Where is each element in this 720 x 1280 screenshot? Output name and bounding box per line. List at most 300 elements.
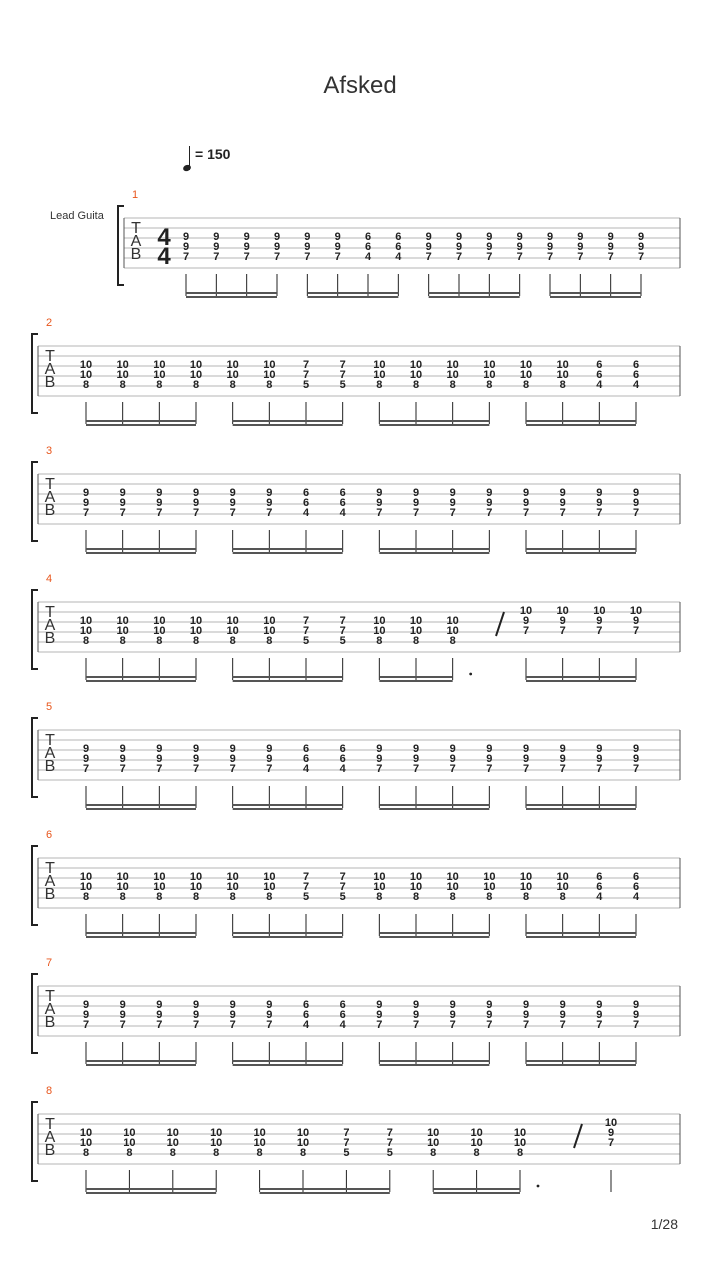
fret-number: 6: [596, 359, 603, 371]
tab-clef-letter: T: [45, 476, 55, 493]
tab-clef-letter: B: [44, 1014, 56, 1031]
tab-clef-letter: B: [44, 502, 56, 519]
fret-number: 8: [82, 1147, 90, 1159]
fret-number: 9: [522, 1009, 530, 1021]
fret-number: 7: [182, 251, 190, 263]
system-bracket: [32, 590, 38, 669]
fret-number: 10: [79, 1127, 93, 1139]
fret-number: 7: [607, 1137, 615, 1149]
fret-number: 9: [229, 743, 236, 755]
measure-number: 1: [132, 189, 139, 201]
fret-number: 8: [156, 379, 163, 391]
fret-number: 9: [192, 497, 200, 509]
fret-number: 10: [189, 881, 203, 893]
fret-number: 7: [425, 251, 432, 263]
fret-number: 10: [446, 615, 459, 627]
fret-number: 7: [596, 1019, 603, 1031]
system-bracket: [32, 718, 38, 797]
fret-number: 10: [116, 359, 129, 371]
fret-number: 9: [486, 231, 493, 243]
fret-number: 8: [213, 1147, 220, 1159]
fret-number: 6: [302, 1009, 310, 1021]
fret-number: 10: [629, 605, 643, 617]
fret-number: 10: [446, 625, 459, 637]
fret-number: 7: [632, 763, 640, 775]
beam: [233, 936, 343, 938]
fret-number: 10: [296, 1137, 310, 1149]
tab-clef-letter: A: [44, 361, 56, 378]
beam: [379, 676, 452, 678]
fret-number: 10: [519, 871, 533, 883]
fret-number: 7: [522, 1019, 530, 1031]
fret-number: 9: [156, 487, 163, 499]
fret-number: 7: [486, 251, 493, 263]
fret-number: 7: [412, 1019, 420, 1031]
fret-number: 10: [123, 1127, 136, 1139]
fret-number: 9: [577, 241, 584, 253]
fret-number: 10: [79, 881, 93, 893]
tab-clef-letter: B: [44, 1142, 56, 1159]
fret-number: 9: [376, 487, 383, 499]
fret-number: 9: [119, 1009, 126, 1021]
fret-number: 9: [522, 615, 530, 627]
beam: [86, 424, 196, 426]
beam: [260, 1188, 390, 1190]
track-label: Lead Guita: [50, 210, 104, 222]
fret-number: 7: [596, 507, 603, 519]
fret-number: 4: [596, 891, 603, 903]
fret-number: 8: [82, 379, 90, 391]
fret-number: 7: [229, 1019, 236, 1031]
fret-number: 4: [339, 763, 346, 775]
fret-number: 7: [82, 1019, 90, 1031]
fret-number: 10: [556, 369, 569, 381]
tab-clef-letter: T: [45, 604, 55, 621]
fret-number: 9: [192, 743, 200, 755]
fret-number: 6: [339, 743, 346, 755]
fret-number: 9: [425, 241, 432, 253]
fret-number: 8: [486, 379, 493, 391]
system-bracket: [32, 334, 38, 413]
fret-number: 10: [427, 1137, 440, 1149]
beam: [526, 680, 636, 682]
fret-number: 9: [486, 241, 493, 253]
fret-number: 10: [483, 369, 496, 381]
fret-number: 10: [79, 625, 93, 637]
fret-number: 7: [596, 763, 603, 775]
fret-number: 5: [302, 379, 310, 391]
measure-number: 3: [46, 445, 53, 457]
fret-number: 7: [522, 763, 530, 775]
fret-number: 10: [409, 369, 423, 381]
fret-number: 8: [559, 379, 566, 391]
beam: [379, 552, 489, 554]
measure-number: 6: [46, 829, 53, 841]
fret-number: 9: [449, 999, 456, 1011]
beam: [379, 936, 489, 938]
fret-number: 10: [427, 1127, 440, 1139]
measure-number: 2: [46, 317, 53, 329]
beam: [526, 676, 636, 678]
beam: [379, 1064, 489, 1066]
fret-number: 8: [156, 891, 163, 903]
fret-number: 9: [119, 753, 126, 765]
fret-number: 10: [263, 625, 276, 637]
tab-clef-letter: B: [44, 630, 56, 647]
fret-number: 9: [334, 241, 341, 253]
fret-number: 9: [412, 743, 420, 755]
beam: [86, 1064, 196, 1066]
fret-number: 9: [119, 999, 126, 1011]
beam: [186, 292, 277, 294]
beam: [379, 420, 489, 422]
fret-number: 10: [166, 1127, 179, 1139]
time-signature-top: 4: [157, 224, 171, 251]
beam: [526, 1064, 636, 1066]
beam: [233, 1064, 343, 1066]
fret-number: 9: [637, 231, 645, 243]
tab-clef-letter: T: [45, 860, 55, 877]
measure-number: 5: [46, 701, 53, 713]
fret-number: 9: [412, 999, 420, 1011]
fret-number: 8: [229, 891, 236, 903]
fret-number: 6: [302, 753, 310, 765]
system-bracket: [32, 1102, 38, 1181]
fret-number: 6: [596, 871, 603, 883]
fret-number: 10: [373, 625, 386, 637]
dot: [537, 1185, 540, 1188]
fret-number: 7: [334, 251, 341, 263]
fret-number: 7: [192, 1019, 200, 1031]
fret-number: 8: [449, 891, 456, 903]
beam: [233, 1060, 343, 1062]
fret-number: 10: [153, 615, 166, 627]
fret-number: 7: [449, 507, 456, 519]
fret-number: 8: [156, 635, 163, 647]
fret-number: 9: [266, 743, 273, 755]
fret-number: 7: [302, 615, 310, 627]
fret-number: 7: [266, 1019, 273, 1031]
beam: [233, 808, 343, 810]
fret-number: 9: [304, 241, 311, 253]
fret-number: 9: [486, 1009, 493, 1021]
fret-number: 9: [82, 1009, 90, 1021]
fret-number: 6: [596, 369, 603, 381]
beam: [86, 1192, 216, 1194]
fret-number: 7: [302, 871, 310, 883]
beam: [433, 1188, 520, 1190]
fret-number: 9: [82, 999, 90, 1011]
beam: [86, 420, 196, 422]
fret-number: 9: [516, 241, 523, 253]
beam: [526, 804, 636, 806]
fret-number: 8: [126, 1147, 133, 1159]
fret-number: 9: [596, 487, 603, 499]
beam: [86, 932, 196, 934]
tab-clef-letter: T: [45, 1116, 55, 1133]
fret-number: 9: [449, 497, 456, 509]
fret-number: 8: [486, 891, 493, 903]
fret-number: 9: [632, 743, 640, 755]
tab-clef-letter: A: [130, 233, 142, 250]
fret-number: 6: [632, 871, 640, 883]
beam: [526, 936, 636, 938]
fret-number: 7: [82, 763, 90, 775]
fret-number: 9: [213, 231, 220, 243]
beam: [86, 804, 196, 806]
fret-number: 10: [373, 871, 386, 883]
fret-number: 10: [556, 359, 569, 371]
beam: [233, 804, 343, 806]
beam: [550, 292, 641, 294]
beam: [526, 808, 636, 810]
fret-number: 10: [153, 625, 166, 637]
tab-clef-letter: T: [131, 220, 141, 237]
system-bracket: [118, 206, 124, 285]
fret-number: 9: [632, 753, 640, 765]
fret-number: 7: [266, 507, 273, 519]
fret-number: 10: [519, 359, 533, 371]
fret-number: 9: [304, 231, 311, 243]
fret-number: 6: [339, 487, 346, 499]
fret-number: 10: [263, 615, 276, 627]
tab-clef-letter: B: [44, 758, 56, 775]
fret-number: 9: [119, 487, 126, 499]
fret-number: 9: [192, 753, 200, 765]
fret-number: 8: [376, 891, 383, 903]
fret-number: 7: [119, 1019, 126, 1031]
fret-number: 10: [226, 881, 239, 893]
fret-number: 9: [192, 1009, 200, 1021]
fret-number: 10: [513, 1137, 527, 1149]
fret-number: 7: [339, 615, 346, 627]
fret-number: 10: [446, 881, 459, 893]
fret-number: 7: [522, 507, 530, 519]
beam: [526, 548, 636, 550]
fret-number: 10: [263, 359, 276, 371]
fret-number: 10: [373, 881, 386, 893]
fret-number: 7: [266, 763, 273, 775]
fret-number: 7: [376, 507, 383, 519]
fret-number: 7: [304, 251, 311, 263]
measure-number: 7: [46, 957, 53, 969]
fret-number: 7: [632, 1019, 640, 1031]
fret-number: 10: [79, 369, 93, 381]
fret-number: 9: [243, 241, 250, 253]
fret-number: 8: [376, 379, 383, 391]
fret-number: 9: [632, 999, 640, 1011]
beam: [260, 1192, 390, 1194]
fret-number: 9: [559, 487, 566, 499]
fret-number: 10: [263, 881, 276, 893]
fret-number: 8: [266, 379, 273, 391]
fret-number: 9: [376, 743, 383, 755]
fret-number: 9: [577, 231, 584, 243]
fret-number: 9: [82, 743, 90, 755]
fret-number: 7: [607, 251, 614, 263]
fret-number: 10: [253, 1127, 266, 1139]
beam: [379, 804, 489, 806]
fret-number: 7: [156, 763, 163, 775]
fret-number: 8: [169, 1147, 176, 1159]
beam: [186, 296, 277, 298]
beam: [86, 936, 196, 938]
fret-number: 10: [373, 615, 386, 627]
fret-number: 7: [243, 251, 250, 263]
fret-number: 9: [596, 1009, 603, 1021]
fret-number: 10: [409, 359, 423, 371]
fret-number: 7: [412, 507, 420, 519]
fret-number: 9: [486, 743, 493, 755]
fret-number: 9: [596, 753, 603, 765]
fret-number: 7: [386, 1127, 393, 1139]
fret-number: 9: [82, 487, 90, 499]
fret-number: 5: [339, 635, 346, 647]
fret-number: 7: [486, 763, 493, 775]
fret-number: 10: [153, 881, 166, 893]
fret-number: 8: [412, 379, 420, 391]
beam: [233, 420, 343, 422]
fret-number: 9: [156, 497, 163, 509]
fret-number: 10: [166, 1137, 179, 1149]
beam: [307, 292, 398, 294]
fret-number: 9: [596, 615, 603, 627]
fret-number: 10: [189, 871, 203, 883]
fret-number: 7: [376, 763, 383, 775]
fret-number: 10: [483, 359, 496, 371]
fret-number: 7: [119, 507, 126, 519]
fret-number: 6: [302, 743, 310, 755]
fret-number: 7: [302, 625, 310, 637]
fret-number: 10: [470, 1127, 483, 1139]
fret-number: 4: [596, 379, 603, 391]
fret-number: 9: [182, 241, 190, 253]
tab-clef-letter: A: [44, 1001, 56, 1018]
fret-number: 9: [449, 1009, 456, 1021]
fret-number: 10: [373, 369, 386, 381]
fret-number: 9: [229, 753, 236, 765]
fret-number: 10: [116, 625, 129, 637]
fret-number: 5: [386, 1147, 393, 1159]
tab-clef-letter: T: [45, 732, 55, 749]
fret-number: 9: [213, 241, 220, 253]
fret-number: 9: [486, 753, 493, 765]
fret-number: 9: [486, 999, 493, 1011]
tab-clef-letter: A: [44, 617, 56, 634]
fret-number: 10: [79, 615, 93, 627]
fret-number: 9: [486, 487, 493, 499]
fret-number: 9: [559, 1009, 566, 1021]
tab-clef-letter: A: [44, 489, 56, 506]
fret-number: 10: [226, 359, 239, 371]
measure-number: 8: [46, 1085, 53, 1097]
fret-number: 5: [343, 1147, 350, 1159]
fret-number: 9: [449, 743, 456, 755]
fret-number: 5: [302, 635, 310, 647]
fret-number: 9: [229, 487, 236, 499]
fret-number: 10: [189, 625, 203, 637]
beam: [550, 296, 641, 298]
fret-number: 9: [266, 1009, 273, 1021]
fret-number: 7: [546, 251, 554, 263]
fret-number: 8: [192, 635, 200, 647]
fret-number: 8: [119, 379, 126, 391]
fret-number: 7: [339, 871, 346, 883]
beam: [86, 1060, 196, 1062]
fret-number: 7: [449, 1019, 456, 1031]
fret-number: 8: [522, 891, 530, 903]
beam: [526, 932, 636, 934]
fret-number: 7: [302, 881, 310, 893]
fret-number: 9: [607, 241, 614, 253]
fret-number: 7: [559, 625, 566, 637]
tempo-label: = 150: [195, 146, 231, 162]
fret-number: 8: [192, 891, 200, 903]
system-bracket: [32, 462, 38, 541]
fret-number: 9: [632, 1009, 640, 1021]
fret-number: 8: [559, 891, 566, 903]
beam: [233, 552, 343, 554]
fret-number: 8: [266, 891, 273, 903]
fret-number: 9: [156, 753, 163, 765]
fret-number: 10: [253, 1137, 266, 1149]
fret-number: 8: [516, 1147, 524, 1159]
fret-number: 10: [470, 1137, 483, 1149]
fret-number: 9: [376, 753, 383, 765]
fret-number: 9: [522, 497, 530, 509]
fret-number: 9: [522, 999, 530, 1011]
fret-number: 10: [409, 871, 423, 883]
fret-number: 5: [302, 891, 310, 903]
fret-number: 9: [412, 487, 420, 499]
fret-number: 4: [302, 1019, 310, 1031]
fret-number: 9: [607, 1127, 615, 1139]
fret-number: 9: [559, 497, 566, 509]
fret-number: 9: [637, 241, 645, 253]
fret-number: 9: [632, 615, 640, 627]
fret-number: 8: [256, 1147, 263, 1159]
beam: [379, 1060, 489, 1062]
fret-number: 9: [522, 753, 530, 765]
beam: [379, 932, 489, 934]
tab-clef-letter: A: [44, 873, 56, 890]
fret-number: 10: [556, 605, 569, 617]
fret-number: 8: [473, 1147, 480, 1159]
fret-number: 10: [116, 871, 129, 883]
fret-number: 9: [559, 743, 566, 755]
fret-number: 10: [153, 369, 166, 381]
fret-number: 8: [119, 635, 126, 647]
fret-number: 9: [632, 497, 640, 509]
fret-number: 7: [302, 359, 310, 371]
dot: [469, 673, 472, 676]
fret-number: 7: [192, 763, 200, 775]
beam: [86, 676, 196, 678]
fret-number: 7: [577, 251, 584, 263]
fret-number: 7: [82, 507, 90, 519]
fret-number: 7: [637, 251, 645, 263]
fret-number: 6: [302, 487, 310, 499]
fret-number: 7: [486, 507, 493, 519]
beam: [307, 296, 398, 298]
fret-number: 6: [302, 999, 310, 1011]
fret-number: 7: [559, 507, 566, 519]
fret-number: 9: [376, 999, 383, 1011]
fret-number: 9: [516, 231, 523, 243]
fret-number: 10: [483, 871, 496, 883]
fret-number: 7: [339, 881, 346, 893]
fret-number: 9: [266, 999, 273, 1011]
